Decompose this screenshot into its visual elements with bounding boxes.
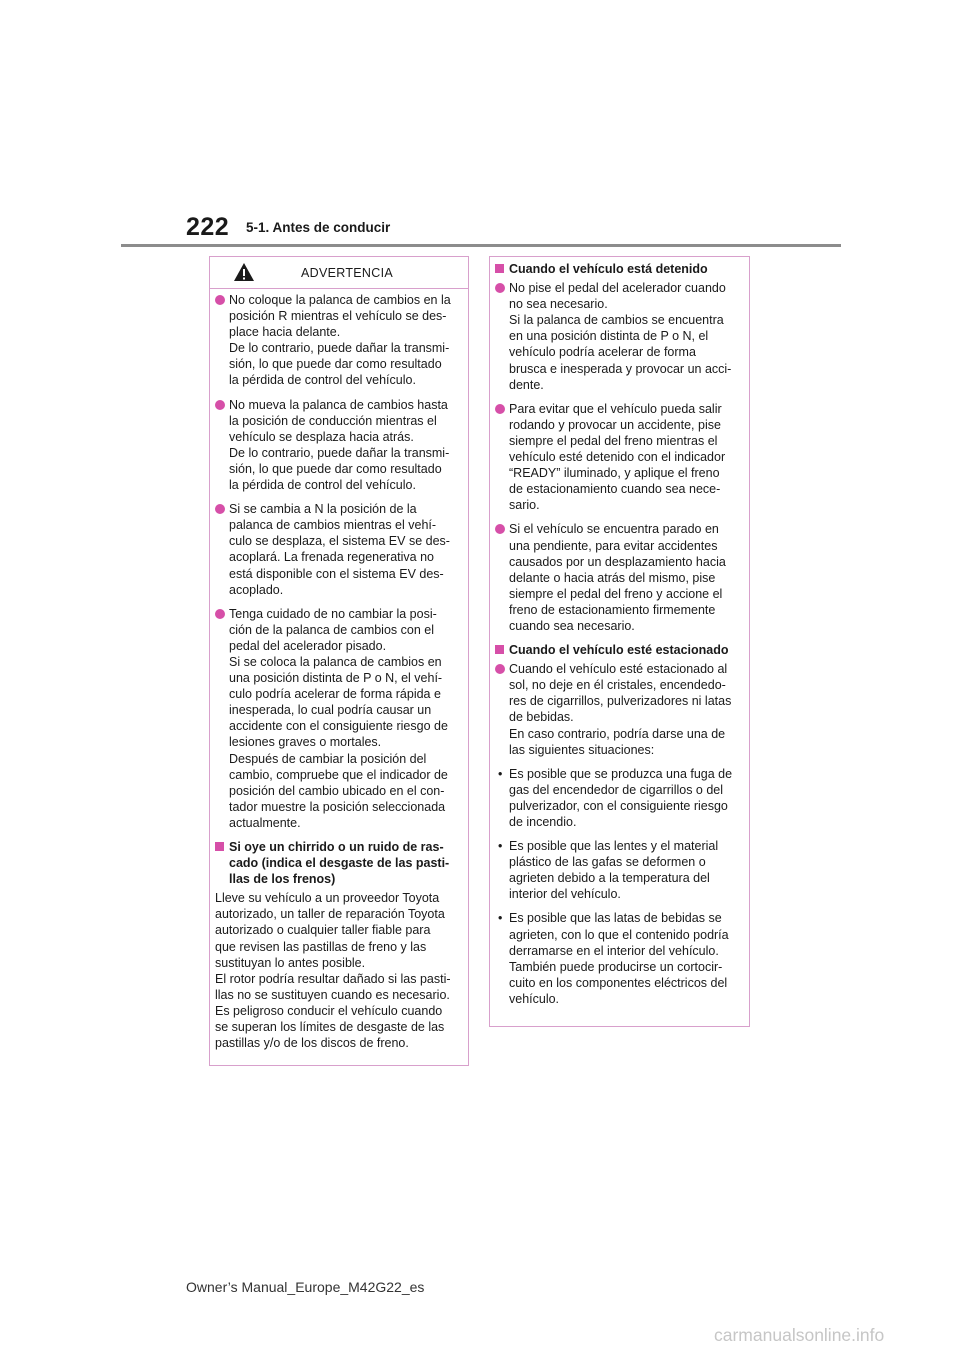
brake-heading [215,839,461,887]
text-line: place hacia delante. [229,325,341,340]
bullet-square-icon [215,842,224,851]
text-line: la posición de conducción mientras el [229,413,437,428]
text-line: Cuando el vehículo esté estacionado [509,643,729,658]
text-line: pedal del acelerador pisado. [229,638,387,653]
warning-header [210,257,468,289]
text-line: “READY” iluminado, y aplique el freno [509,466,720,481]
watermark: carmanualsonline.info [714,1325,885,1345]
warning-item [215,292,461,389]
text-line: acoplará. La frenada regenerativa no [229,550,435,565]
text-line: plástico de las gafas se deformen o [509,855,706,870]
text-line: dente. [509,377,544,392]
text-line: Si el vehículo se encuentra parado en [509,522,719,537]
text-line: llas no se sustituyen cuando es necesario. [215,987,450,1002]
stopped-item [495,521,742,634]
text-line: Cuando el vehículo está detenido [509,262,708,276]
bullet-circle-icon [215,295,225,305]
bullet-dot-icon: • [498,911,503,926]
text-line: en una posición distinta de P o N, el [509,329,709,344]
text-line: El rotor podría resultar dañado si las pasti- [215,971,451,986]
text-line: llas de los frenos) [229,872,336,887]
text-line: vehículo. [509,991,560,1006]
text-line: una posición distinta de P o N, el vehí- [229,671,443,686]
text-line: También puede producirse un cortocir- [509,959,723,974]
text-line: Después de cambiar la posición del [229,751,427,766]
text-line: delante o hacia atrás del mismo, pise [509,570,716,585]
text-line: la pérdida de control del vehículo. [229,478,416,493]
warning-item [215,397,461,494]
parked-heading [495,642,742,658]
warning-content [210,289,468,1051]
text-line: inesperada, lo cual podría causar un [229,703,432,718]
text-line: No coloque la palanca de cambios en la [229,293,451,307]
text-line: causados por un desplazamiento hacia [509,554,726,569]
text-line: está disponible con el sistema EV des- [229,566,444,581]
bullet-square-icon [495,645,504,654]
bullet-circle-icon [215,609,225,619]
right-content [490,257,749,1007]
text-line: las siguientes situaciones: [509,742,655,757]
bullet-circle-icon [495,524,505,534]
text-line: brusca e inesperada y provocar un acci- [509,361,732,376]
brake-paragraph [215,890,461,1051]
text-line: Si oye un chirrido o un ruido de ras- [229,840,444,854]
bullet-circle-icon [215,504,225,514]
text-line: autorizado o cualquier taller fiable para [215,923,431,938]
text-line: Lleve su vehículo a un proveedor Toyota [215,891,440,906]
text-line: posición R mientras el vehículo se des- [229,309,447,324]
text-line: siempre el pedal del freno y accione el [509,586,723,601]
manual-name: Owner’s Manual_Europe_M42G22_es [186,1279,425,1295]
stopped-parked-box [489,256,750,1027]
header-rule [121,244,841,247]
stopped-item [495,280,742,393]
text-line: Es posible que las lentes y el material [509,839,719,854]
text-line: una pendiente, para evitar accidentes [509,538,718,553]
bullet-circle-icon [215,400,225,410]
text-line: cado (indica el desgaste de las pasti- [229,856,450,871]
page-number: 222 [186,213,230,241]
bullet-circle-icon [495,283,505,293]
text-line: de estacionamiento cuando sea nece- [509,482,721,497]
text-line: No mueva la palanca de cambios hasta [229,397,448,412]
text-line: actualmente. [229,815,301,830]
text-line: culo se desplaza, el sistema EV se des- [229,534,450,549]
text-line: No pise el pedal del acelerador cuando [509,281,726,296]
situation-item [495,838,742,902]
stopped-item [495,401,742,514]
text-line: freno de estacionamiento firmemente [509,602,716,617]
text-line: En caso contrario, podría darse una de [509,726,726,741]
text-line: se superan los límites de desgaste de las [215,1020,445,1035]
parked-item [495,661,742,758]
text-line: De lo contrario, puede dañar la transmi- [229,445,450,460]
text-line: Es posible que se produzca una fuga de [509,766,733,781]
text-line: no sea necesario. [509,297,608,312]
text-line: agrieten, con lo que el contenido podría [509,927,729,942]
text-line: lesiones graves o mortales. [229,735,382,750]
text-line: Es posible que las latas de bebidas se [509,911,722,926]
text-line: pastillas y/o de los discos de freno. [215,1036,409,1051]
text-line: Si se coloca la palanca de cambios en [229,654,442,669]
text-line: siempre el pedal del freno mientras el [509,433,718,448]
text-line: Si la palanca de cambios se encuentra [509,313,724,328]
situation-item [495,766,742,830]
text-line: tador muestre la posición seleccionada [229,799,446,814]
text-line: Tenga cuidado de no cambiar la posi- [229,606,437,621]
section-title: 5-1. Antes de conducir [246,220,391,235]
text-line: Es peligroso conducir el vehículo cuando [215,1003,443,1018]
bullet-square-icon [495,264,504,273]
text-line: ción de la palanca de cambios con el [229,622,434,637]
text-line: sión, lo que puede dar como resultado [229,461,442,476]
text-line: De lo contrario, puede dañar la transmi- [229,341,450,356]
text-line: agrieten debido a la temperatura del [509,871,710,886]
text-line: sustituyan lo antes posible. [215,955,366,970]
warning-item [215,606,461,831]
bullet-dot-icon: • [498,839,503,854]
text-line: gas del encendedor de cigarrillos o del [509,782,724,797]
stopped-heading [495,261,742,277]
text-line: cuando sea necesario. [509,618,635,633]
text-line: vehículo esté detenido con el indicador [509,450,726,465]
text-line: culo podría acelerar de forma rápida e [229,687,441,702]
warning-box [209,256,469,1066]
text-line: Para evitar que el vehículo pueda salir [509,401,722,416]
text-line: accidente con el consiguiente riesgo de [229,719,448,734]
text-line: la pérdida de control del vehículo. [229,373,416,388]
text-line: acoplado. [229,582,284,597]
text-line: Si se cambia a N la posición de la [229,502,417,517]
text-line: cambio, compruebe que el indicador de [229,767,448,782]
bullet-circle-icon [495,664,505,674]
text-line: sión, lo que puede dar como resultado [229,357,442,372]
text-line: sario. [509,498,540,513]
text-line: de incendio. [509,815,577,829]
text-line: cuito en los componentes eléctricos del [509,975,728,990]
text-line: derramarse en el interior del vehículo. [509,943,719,958]
text-line: res de cigarrillos, pulverizadores ni latas [509,694,732,709]
text-line: Cuando el vehículo esté estacionado al [509,662,728,677]
text-line: sol, no deje en él cristales, encendedo- [509,678,726,693]
situation-item [495,910,742,1007]
warning-triangle-icon [233,262,255,282]
text-line: interior del vehículo. [509,887,621,902]
bullet-circle-icon [495,404,505,414]
text-line: vehículo se desplaza hacia atrás. [229,429,414,444]
text-line: posición del cambio ubicado en el con- [229,783,445,798]
text-line: pulverizador, con el consiguiente riesgo [509,798,728,813]
warning-item [215,501,461,598]
bullet-dot-icon: • [498,766,503,781]
text-line: autorizado, un taller de reparación Toyota [215,907,445,922]
text-line: rodando y provocar un accidente, pise [509,417,721,432]
text-line: que revisen las pastillas de freno y las [215,939,427,954]
text-line: de bebidas. [509,710,574,725]
text-line: palanca de cambios mientras el vehí- [229,518,437,533]
warning-title: ADVERTENCIA [301,265,393,280]
text-line: vehículo podría acelerar de forma [509,345,696,360]
